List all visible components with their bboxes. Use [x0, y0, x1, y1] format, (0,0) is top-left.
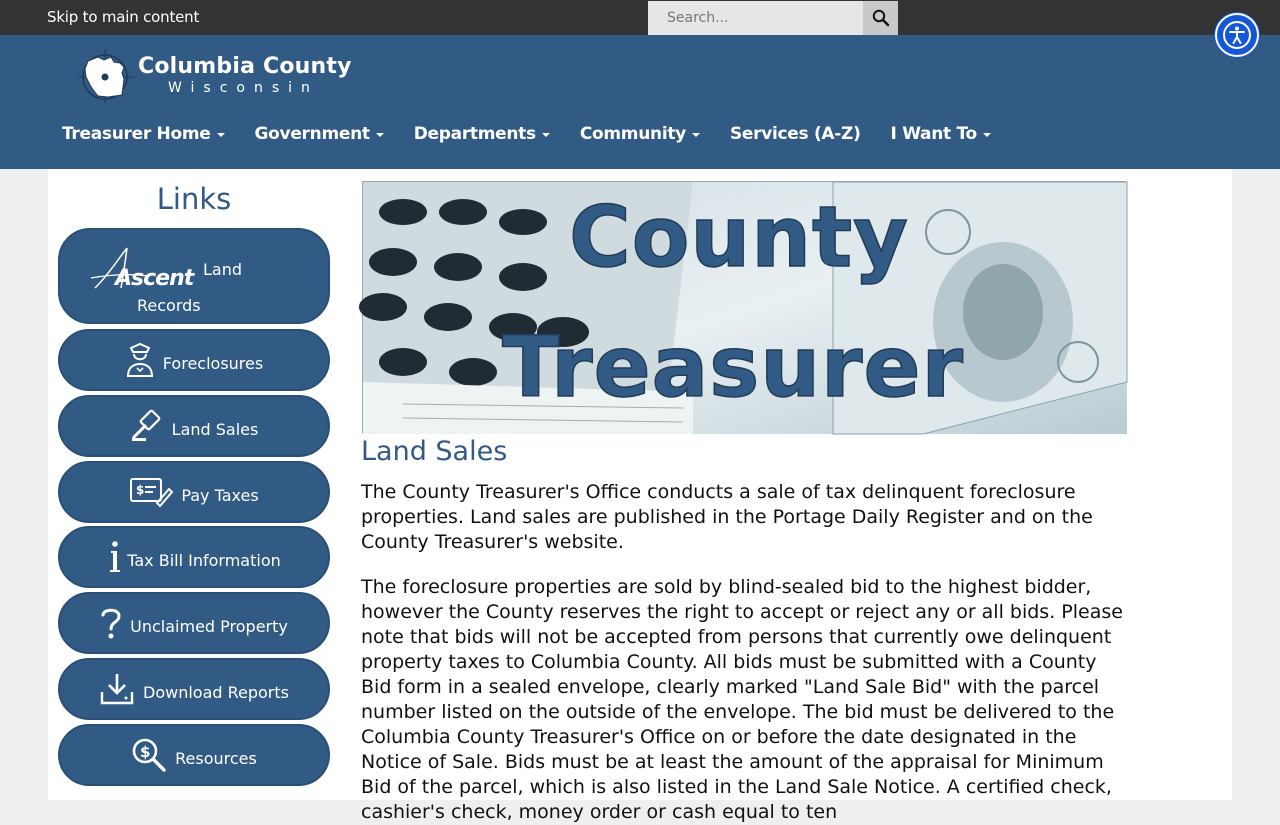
caret-down-icon [376, 133, 384, 137]
nav-label: Government [254, 124, 370, 144]
nav-community[interactable] [565, 121, 715, 147]
accessibility-icon [1222, 20, 1252, 50]
tax-bill-information-button[interactable] [58, 526, 330, 588]
utility-bar [0, 0, 1280, 35]
info-icon [107, 540, 123, 574]
ascent-content [89, 236, 299, 316]
resources-button[interactable] [58, 724, 330, 786]
caret-down-icon [692, 133, 700, 137]
search-dollar-icon [131, 737, 167, 773]
search-input[interactable] [648, 1, 864, 35]
site-header [0, 35, 1280, 169]
payment-icon [129, 477, 173, 507]
brand-subtitle: Wisconsin [168, 80, 319, 96]
wisconsin-map-icon [78, 47, 136, 105]
nav-departments[interactable] [399, 121, 565, 147]
resources-label: Resources [175, 748, 257, 768]
article-paragraph-2: The foreclosure properties are sold by blind-sealed bid to the highest bidder, however the County reserves the right to accept or reject any or all bids. Please note that bids will not be accepted from persons that currently owe delinquent property taxes to Columbia County. All bids must be submitted with a County Bid form in a sealed envelope, clearly marked "Land Sale Bid" with the parcel number listed on the outside of the envelope. The bid must be delivered to the Columbia County Treasurer's Office on or before the date designated in the Notice of Sale. Bids must be at least the amount of the appraisal for Minimum Bid of the parcel, which is also listed in the Land Sale Notice. A certified check, cashier's check, money order or cash equal to ten [361, 576, 1123, 823]
land-sales-label: Land Sales [171, 419, 259, 439]
land-sales-button[interactable] [58, 395, 330, 457]
county-logo[interactable] [78, 47, 358, 107]
pay-taxes-label: Pay Taxes [181, 485, 259, 505]
article-paragraph-1: The County Treasurer's Office conducts a sale of tax delinquent foreclosure properties. Land sales are published in the Portage Daily Register and on the County Treasurer's website. [361, 481, 1093, 553]
ascent-land-records-button[interactable] [58, 228, 330, 324]
ascent-label-records: Records [137, 296, 201, 315]
ascent-label-land: Land [203, 260, 243, 279]
nav-label: Services (A-Z) [729, 124, 861, 144]
gavel-icon [130, 409, 164, 443]
nav-label: Treasurer Home [62, 124, 211, 144]
unclaimed-property-label: Unclaimed Property [130, 616, 288, 636]
brand-title: Columbia County [138, 54, 352, 79]
foreclosures-button[interactable] [58, 329, 330, 391]
question-icon [100, 606, 122, 640]
ascent-logo-text: Ascent [115, 266, 194, 291]
banner-title-treasurer: Treasurer [502, 318, 964, 416]
officer-icon [125, 343, 155, 377]
banner-title-county: County [569, 188, 909, 286]
nav-government[interactable] [240, 121, 399, 147]
caret-down-icon [542, 133, 550, 137]
nav-label: I Want To [890, 124, 977, 144]
search-button[interactable] [863, 1, 898, 35]
download-reports-button[interactable] [58, 658, 330, 720]
accessibility-button[interactable] [1215, 13, 1259, 57]
skip-to-main-link[interactable]: Skip to main content [47, 8, 200, 26]
foreclosures-label: Foreclosures [162, 353, 264, 373]
nav-i-want-to[interactable] [876, 121, 1006, 147]
search-icon [872, 9, 890, 27]
nav-label: Community [579, 124, 686, 144]
caret-down-icon [217, 133, 225, 137]
tax-bill-information-label: Tax Bill Information [127, 550, 281, 570]
pay-taxes-button[interactable] [58, 461, 330, 523]
unclaimed-property-button[interactable] [58, 592, 330, 654]
links-heading: Links [156, 182, 232, 216]
download-icon [99, 672, 135, 706]
page-title: Land Sales [361, 436, 508, 467]
nav-treasurer-home[interactable] [47, 121, 240, 147]
nav-services-a-z[interactable] [715, 121, 876, 147]
svg-text:$: $ [140, 743, 151, 761]
download-reports-label: Download Reports [143, 682, 289, 702]
nav-label: Departments [413, 124, 536, 144]
svg-text:$: $ [136, 483, 145, 497]
county-treasurer-banner [362, 181, 1126, 433]
main-nav [47, 121, 1006, 147]
caret-down-icon [983, 133, 991, 137]
